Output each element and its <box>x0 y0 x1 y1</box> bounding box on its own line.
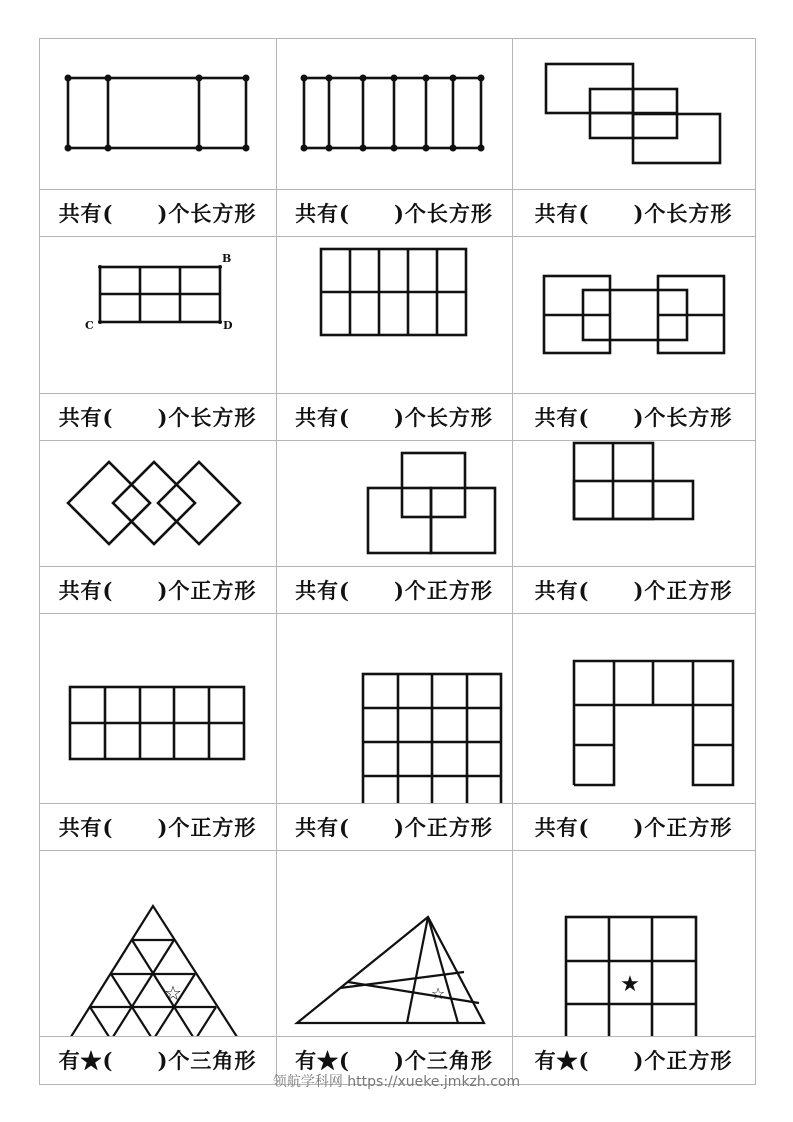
grid-line <box>755 38 756 1085</box>
triangle-lines-figure <box>276 850 512 1036</box>
square-grid-figure <box>512 850 755 1036</box>
question-caption: 共有( )个正方形 <box>534 577 733 603</box>
question-caption: 共有( )个长方形 <box>534 200 733 226</box>
triangle-grid-figure <box>39 850 276 1036</box>
problem-cell <box>512 236 755 440</box>
star-outline-icon: ☆ <box>430 984 446 1003</box>
problem-cell <box>39 850 276 1084</box>
problem-cell <box>512 38 755 236</box>
problem-cell <box>276 440 512 613</box>
square-grid-figure <box>39 613 276 803</box>
problem-cell <box>39 236 276 440</box>
question-caption: 共有( )个长方形 <box>58 200 257 226</box>
question-caption: 有★( )个三角形 <box>295 1048 493 1073</box>
question-caption: 共有( )个正方形 <box>58 814 257 840</box>
problem-cell <box>512 613 755 850</box>
question-caption: 共有( )个正方形 <box>295 577 493 603</box>
problem-cell <box>39 440 276 613</box>
question-caption: 共有( )个长方形 <box>58 404 257 430</box>
overlapping-rectangles-figure <box>512 236 755 393</box>
overlapping-rectangles-figure <box>512 38 755 189</box>
problem-cell <box>276 38 512 236</box>
rectangle-figure <box>39 236 276 393</box>
problem-cell <box>39 613 276 850</box>
question-caption: 共有( )个长方形 <box>295 404 493 430</box>
star-outline-icon: ☆ <box>164 981 182 1005</box>
point-label-c: C <box>85 319 94 332</box>
problem-cell <box>512 850 755 1084</box>
point-label-b: B <box>222 252 232 265</box>
square-grid-figure <box>276 613 512 803</box>
question-caption: 有★( )个正方形 <box>534 1048 733 1073</box>
problem-cell <box>276 613 512 850</box>
overlapping-squares-figure <box>276 440 512 566</box>
problem-cell <box>512 440 755 613</box>
question-caption: 有★( )个三角形 <box>58 1048 257 1073</box>
worksheet-grid <box>39 38 756 1085</box>
footer-watermark: 领航学科网 https://xueke.jmkzh.com <box>272 1074 521 1090</box>
problem-cell <box>276 850 512 1084</box>
star-filled-icon: ★ <box>620 972 640 997</box>
question-caption: 共有( )个长方形 <box>534 404 733 430</box>
problem-cell <box>276 236 512 440</box>
rectangle-figure <box>276 38 512 189</box>
rectangle-grid-figure <box>276 236 512 393</box>
problem-cell <box>39 38 276 236</box>
rectangle-figure <box>39 38 276 189</box>
point-label-d: D <box>223 319 233 332</box>
question-caption: 共有( )个正方形 <box>534 814 733 840</box>
diamond-squares-figure <box>39 440 276 566</box>
question-caption: 共有( )个正方形 <box>58 577 257 603</box>
question-caption: 共有( )个正方形 <box>295 814 493 840</box>
question-caption: 共有( )个长方形 <box>295 200 493 226</box>
square-grid-figure <box>512 440 755 566</box>
arch-squares-figure <box>512 613 755 803</box>
